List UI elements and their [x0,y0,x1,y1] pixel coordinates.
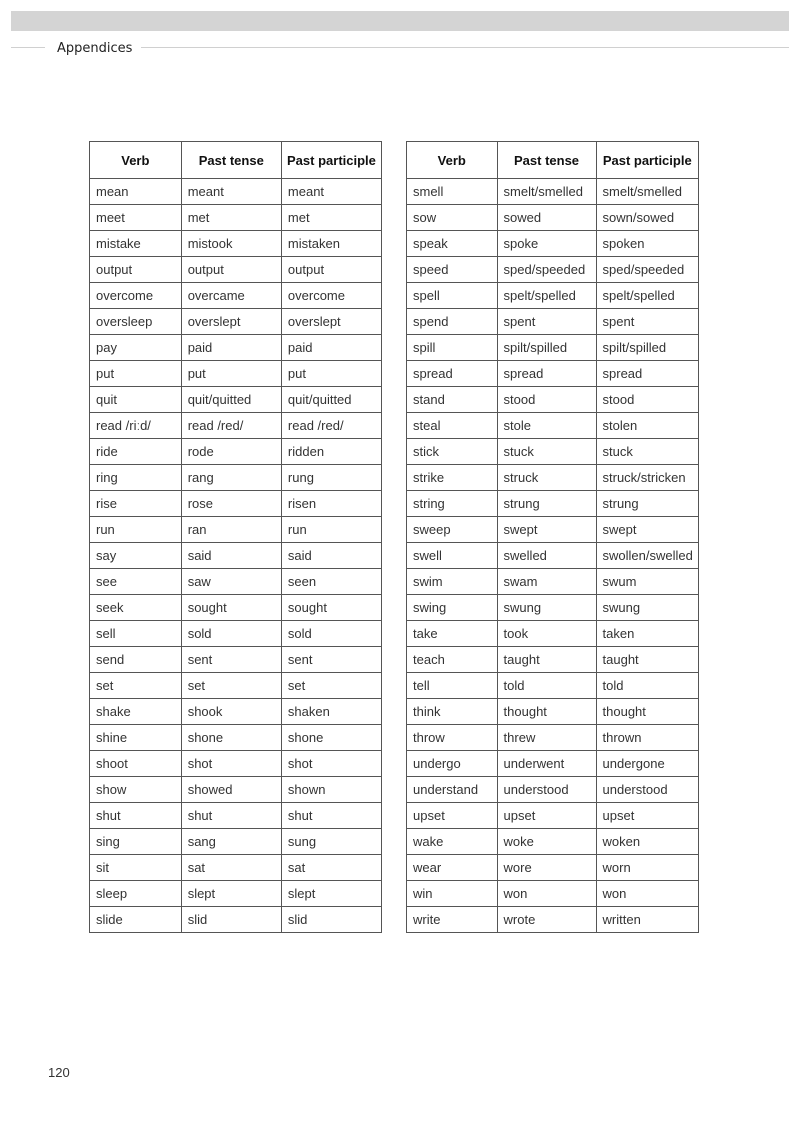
past-tense-cell: met [181,205,281,231]
column-header-verb: Verb [407,142,498,179]
verb-cell: meet [90,205,182,231]
past-participle-cell: sown/sowed [596,205,698,231]
past-participle-cell: spread [596,361,698,387]
table-row [90,517,382,543]
past-tense-cell: showed [181,777,281,803]
past-tense-cell: saw [181,569,281,595]
past-participle-cell: set [281,673,381,699]
past-tense-cell: read /red/ [181,413,281,439]
table-row [90,309,382,335]
past-tense-cell: meant [181,179,281,205]
verb-cell: take [407,621,498,647]
table-row [90,673,382,699]
past-tense-cell: sent [181,647,281,673]
table-row [90,439,382,465]
verb-cell: upset [407,803,498,829]
past-participle-cell: spoken [596,231,698,257]
past-participle-cell: swept [596,517,698,543]
table-row [407,543,699,569]
past-participle-cell: met [281,205,381,231]
column-header-past-participle: Past participle [281,142,381,179]
verb-cell: output [90,257,182,283]
past-tense-cell: sought [181,595,281,621]
verb-cell: sleep [90,881,182,907]
column-header-past-tense: Past tense [181,142,281,179]
table-row [90,829,382,855]
past-participle-cell: thought [596,699,698,725]
past-tense-cell: smelt/smelled [497,179,596,205]
past-participle-cell: woken [596,829,698,855]
verb-cell: steal [407,413,498,439]
verb-cell: spend [407,309,498,335]
past-participle-cell: stood [596,387,698,413]
past-tense-cell: spread [497,361,596,387]
past-tense-cell: slid [181,907,281,933]
past-participle-cell: shaken [281,699,381,725]
table-row [90,387,382,413]
past-tense-cell: thought [497,699,596,725]
table-row [90,569,382,595]
past-participle-cell: sped/speeded [596,257,698,283]
past-tense-cell: woke [497,829,596,855]
table-row [90,751,382,777]
table-row [407,803,699,829]
past-tense-cell: quit/quitted [181,387,281,413]
table-row [90,465,382,491]
past-tense-cell: sold [181,621,281,647]
verb-cell: write [407,907,498,933]
table-row [407,387,699,413]
verb-cell: sit [90,855,182,881]
verb-cell: tell [407,673,498,699]
verb-cell: seek [90,595,182,621]
table-row [407,205,699,231]
table-row [407,699,699,725]
past-tense-cell: mistook [181,231,281,257]
past-participle-cell: understood [596,777,698,803]
past-participle-cell: swung [596,595,698,621]
past-tense-cell: sat [181,855,281,881]
past-participle-cell: shown [281,777,381,803]
verb-cell: wake [407,829,498,855]
table-header-row [90,142,382,179]
past-participle-cell: overcome [281,283,381,309]
table-row [407,777,699,803]
past-participle-cell: taught [596,647,698,673]
verb-cell: put [90,361,182,387]
verb-cell: ring [90,465,182,491]
table-row [407,309,699,335]
past-participle-cell: paid [281,335,381,361]
past-tense-cell: rose [181,491,281,517]
verb-cell: quit [90,387,182,413]
table-row [90,777,382,803]
table-header-row [407,142,699,179]
table-row [407,283,699,309]
column-header-verb: Verb [90,142,182,179]
past-participle-cell: meant [281,179,381,205]
past-participle-cell: upset [596,803,698,829]
past-tense-cell: put [181,361,281,387]
table-row [407,725,699,751]
column-header-past-tense: Past tense [497,142,596,179]
verb-cell: spread [407,361,498,387]
verb-cell: speak [407,231,498,257]
past-tense-cell: spelt/spelled [497,283,596,309]
verb-cell: say [90,543,182,569]
table-row [90,881,382,907]
verb-cell: speed [407,257,498,283]
past-participle-cell: strung [596,491,698,517]
verb-cell: spill [407,335,498,361]
verb-cell: slide [90,907,182,933]
verb-cell: think [407,699,498,725]
table-row [407,491,699,517]
past-tense-cell: spent [497,309,596,335]
past-participle-cell: spelt/spelled [596,283,698,309]
table-row [90,231,382,257]
past-tense-cell: swung [497,595,596,621]
past-tense-cell: shut [181,803,281,829]
verb-cell: spell [407,283,498,309]
past-participle-cell: risen [281,491,381,517]
past-tense-cell: rode [181,439,281,465]
past-participle-cell: shot [281,751,381,777]
verb-cell: oversleep [90,309,182,335]
verb-table-right [406,141,699,933]
verb-cell: sing [90,829,182,855]
past-tense-cell: underwent [497,751,596,777]
past-participle-cell: slid [281,907,381,933]
past-tense-cell: swelled [497,543,596,569]
header-rule-right [141,47,789,48]
table-row [407,881,699,907]
past-tense-cell: overslept [181,309,281,335]
past-tense-cell: spilt/spilled [497,335,596,361]
past-tense-cell: took [497,621,596,647]
past-participle-cell: sought [281,595,381,621]
past-participle-cell: sat [281,855,381,881]
table-row [90,803,382,829]
past-participle-cell: spent [596,309,698,335]
verb-cell: run [90,517,182,543]
past-tense-cell: told [497,673,596,699]
header-rule-left [11,47,45,48]
past-participle-cell: rung [281,465,381,491]
table-row [407,465,699,491]
past-tense-cell: wore [497,855,596,881]
past-participle-cell: smelt/smelled [596,179,698,205]
table-row [407,829,699,855]
table-row [407,439,699,465]
past-participle-cell: told [596,673,698,699]
past-tense-cell: swept [497,517,596,543]
verb-cell: wear [407,855,498,881]
verb-cell: swim [407,569,498,595]
past-tense-cell: stole [497,413,596,439]
table-row [407,517,699,543]
verb-cell: win [407,881,498,907]
verb-cell: shake [90,699,182,725]
past-participle-cell: spilt/spilled [596,335,698,361]
past-tense-cell: slept [181,881,281,907]
verb-cell: undergo [407,751,498,777]
past-tense-cell: set [181,673,281,699]
past-tense-cell: rang [181,465,281,491]
past-tense-cell: swam [497,569,596,595]
table-row [90,595,382,621]
past-participle-cell: shut [281,803,381,829]
verb-cell: string [407,491,498,517]
table-row [90,647,382,673]
past-participle-cell: undergone [596,751,698,777]
verb-cell: shoot [90,751,182,777]
table-row [90,179,382,205]
past-participle-cell: shone [281,725,381,751]
past-participle-cell: seen [281,569,381,595]
past-tense-cell: wrote [497,907,596,933]
verb-cell: strike [407,465,498,491]
past-tense-cell: stuck [497,439,596,465]
table-row [90,335,382,361]
table-row [407,673,699,699]
table-row [407,569,699,595]
verb-cell: pay [90,335,182,361]
past-tense-cell: sowed [497,205,596,231]
verb-cell: set [90,673,182,699]
past-tense-cell: understood [497,777,596,803]
past-participle-cell: slept [281,881,381,907]
past-participle-cell: swollen/swelled [596,543,698,569]
table-row [407,231,699,257]
table-row [407,413,699,439]
past-tense-cell: sped/speeded [497,257,596,283]
past-tense-cell: paid [181,335,281,361]
table-row [90,621,382,647]
past-participle-cell: sung [281,829,381,855]
verb-cell: rise [90,491,182,517]
column-header-past-participle: Past participle [596,142,698,179]
past-tense-cell: shone [181,725,281,751]
table-row [90,413,382,439]
past-tense-cell: strung [497,491,596,517]
past-participle-cell: quit/quitted [281,387,381,413]
table-row [407,751,699,777]
verb-cell: smell [407,179,498,205]
verb-cell: sweep [407,517,498,543]
table-row [407,621,699,647]
past-participle-cell: stolen [596,413,698,439]
past-participle-cell: sold [281,621,381,647]
past-participle-cell: read /red/ [281,413,381,439]
table-row [407,179,699,205]
verb-cell: see [90,569,182,595]
table-row [90,205,382,231]
past-participle-cell: sent [281,647,381,673]
past-participle-cell: said [281,543,381,569]
past-participle-cell: ridden [281,439,381,465]
past-participle-cell: output [281,257,381,283]
table-row [90,907,382,933]
verb-cell: throw [407,725,498,751]
past-tense-cell: output [181,257,281,283]
past-tense-cell: stood [497,387,596,413]
verb-cell: send [90,647,182,673]
table-row [407,647,699,673]
past-participle-cell: thrown [596,725,698,751]
table-row [90,543,382,569]
header-bar [11,11,789,31]
verb-cell: shine [90,725,182,751]
past-tense-cell: upset [497,803,596,829]
past-participle-cell: stuck [596,439,698,465]
verb-cell: teach [407,647,498,673]
table-row [90,725,382,751]
table-row [90,699,382,725]
past-participle-cell: run [281,517,381,543]
table-row [90,491,382,517]
table-row [407,595,699,621]
past-tense-cell: said [181,543,281,569]
past-tense-cell: taught [497,647,596,673]
verb-cell: stand [407,387,498,413]
section-title: Appendices [57,41,133,56]
verb-cell: ride [90,439,182,465]
verb-table-left [89,141,382,933]
verb-cell: sell [90,621,182,647]
verb-cell: read /riːd/ [90,413,182,439]
table-row [90,361,382,387]
past-tense-cell: ran [181,517,281,543]
past-tense-cell: shook [181,699,281,725]
past-participle-cell: worn [596,855,698,881]
table-row [407,907,699,933]
past-tense-cell: sang [181,829,281,855]
verb-cell: show [90,777,182,803]
verb-cell: mean [90,179,182,205]
past-participle-cell: swum [596,569,698,595]
past-tense-cell: won [497,881,596,907]
verb-cell: swell [407,543,498,569]
past-participle-cell: overslept [281,309,381,335]
past-participle-cell: taken [596,621,698,647]
past-tense-cell: struck [497,465,596,491]
table-row [90,257,382,283]
table-row [407,361,699,387]
past-participle-cell: won [596,881,698,907]
past-participle-cell: mistaken [281,231,381,257]
past-tense-cell: overcame [181,283,281,309]
past-participle-cell: written [596,907,698,933]
past-participle-cell: put [281,361,381,387]
verb-cell: mistake [90,231,182,257]
past-tense-cell: threw [497,725,596,751]
past-tense-cell: spoke [497,231,596,257]
verb-cell: shut [90,803,182,829]
verb-cell: overcome [90,283,182,309]
page-number: 120 [48,1065,70,1080]
verb-cell: understand [407,777,498,803]
table-row [407,335,699,361]
past-tense-cell: shot [181,751,281,777]
past-participle-cell: struck/stricken [596,465,698,491]
table-row [90,283,382,309]
table-row [90,855,382,881]
verb-cell: sow [407,205,498,231]
verb-cell: swing [407,595,498,621]
verb-cell: stick [407,439,498,465]
table-row [407,257,699,283]
table-row [407,855,699,881]
